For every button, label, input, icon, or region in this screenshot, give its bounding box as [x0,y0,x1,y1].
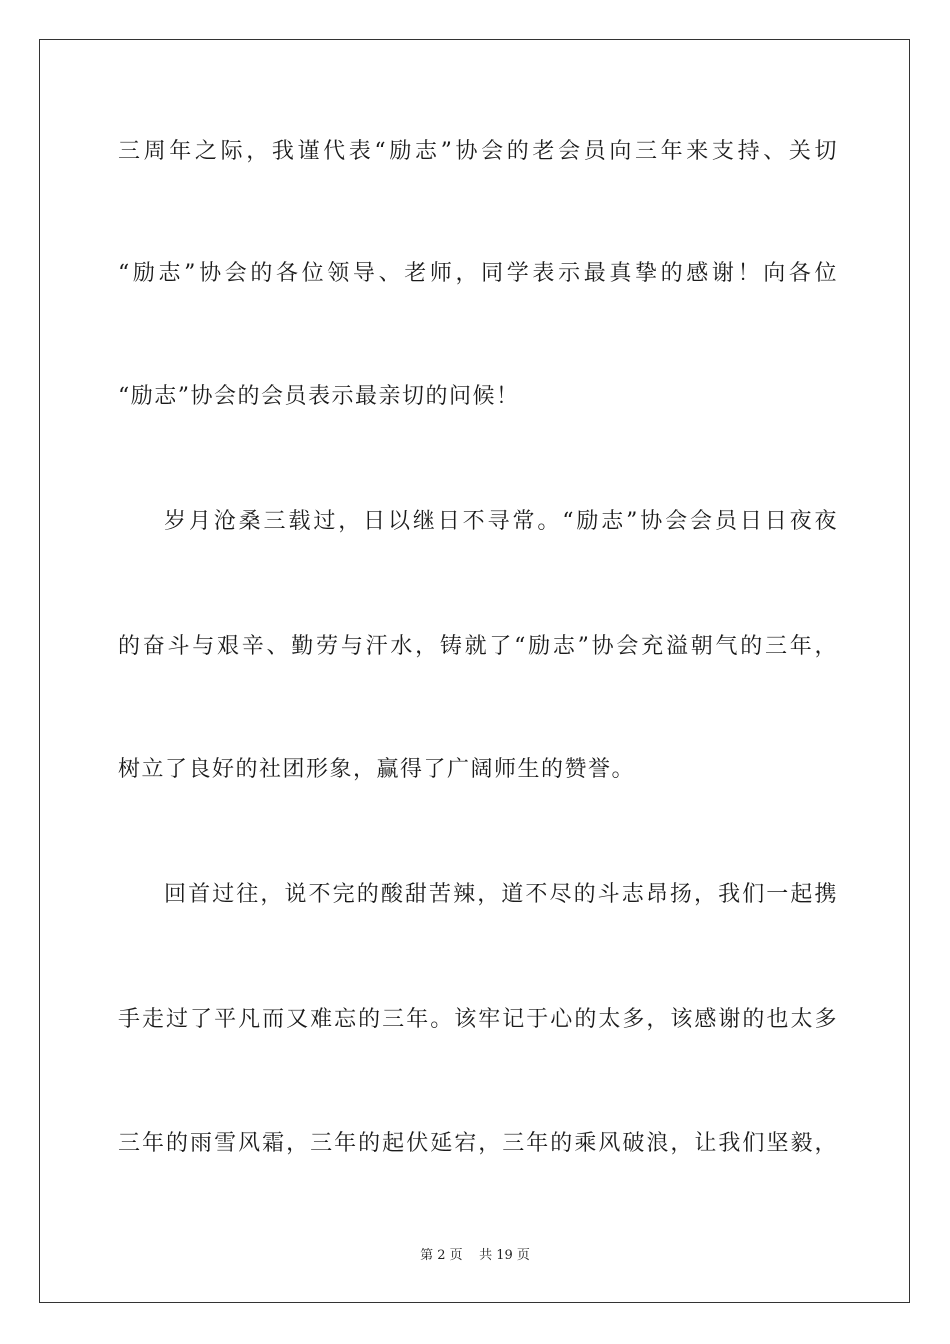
page-frame [39,39,910,1303]
paragraph-3-line-1: 回首过往，说不完的酸甜苦辣，道不尽的斗志昂扬，我们一起携 [164,882,838,907]
page-number-footer: 第 2 页 共 19 页 [420,1248,530,1263]
paragraph-2-line-2: 的奋斗与艰辛、勤劳与汗水，铸就了“励志”协会充溢朝气的三年， [118,634,838,659]
paragraph-3-line-3: 三年的雨雪风霜，三年的起伏延宕，三年的乘风破浪，让我们坚毅， [118,1131,838,1156]
paragraph-2-line-1: 岁月沧桑三载过，日以继日不寻常。“励志”协会会员日日夜夜 [164,509,838,534]
body-line-2: “励志”协会的各位领导、老师，同学表示最真挚的感谢！向各位 [118,261,838,286]
body-line-3: “励志”协会的会员表示最亲切的问候！ [118,384,520,409]
paragraph-3-line-2: 手走过了平凡而又难忘的三年。该牢记于心的太多，该感谢的也太多 [118,1007,838,1032]
paragraph-2-line-3: 树立了良好的社团形象，赢得了广阔师生的赞誉。 [118,757,636,782]
body-line-1: 三周年之际，我谨代表“励志”协会的老会员向三年来支持、关切 [118,139,838,164]
